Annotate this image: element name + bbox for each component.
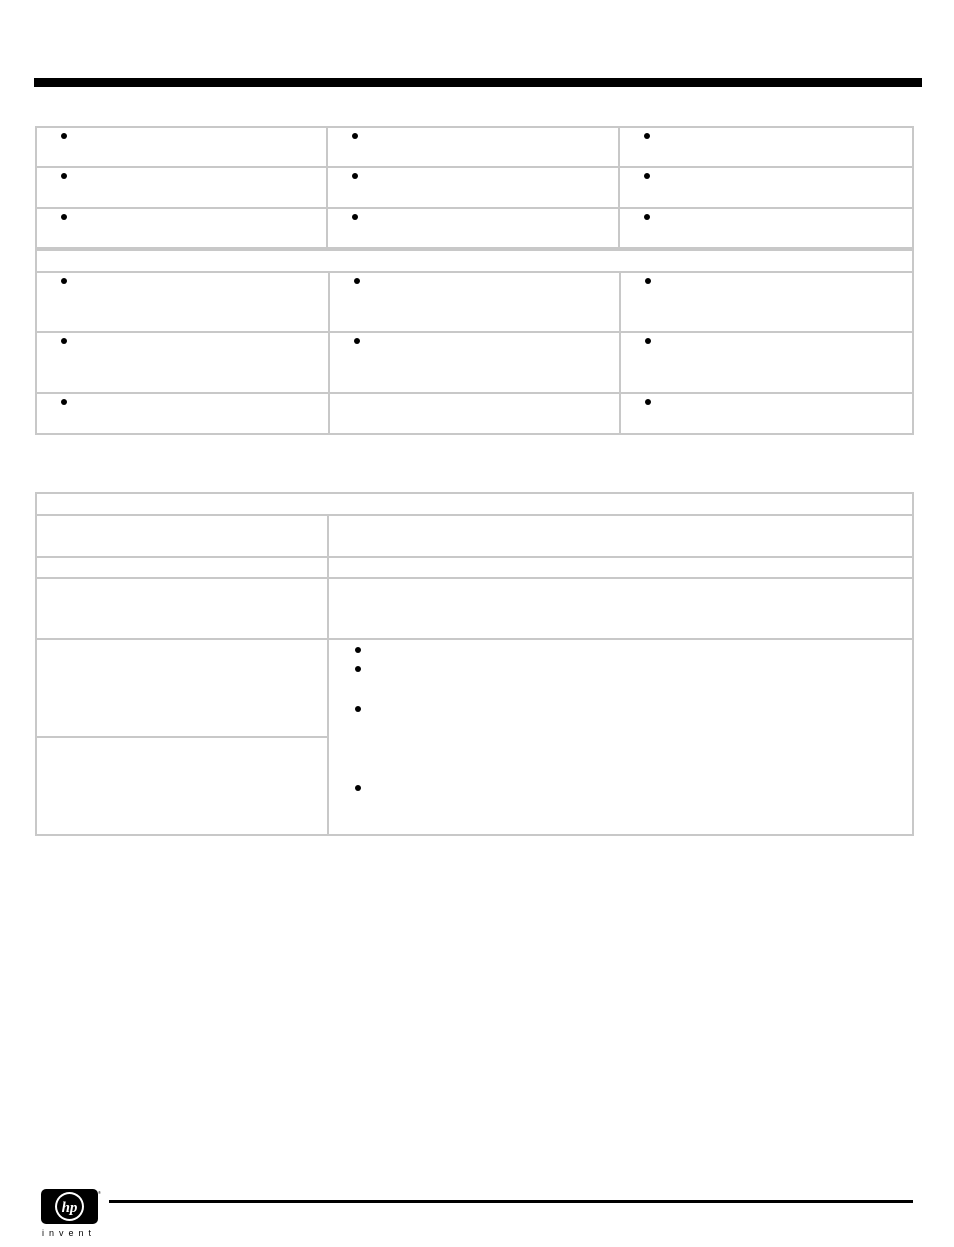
table-cell [36, 737, 328, 835]
table-cell [619, 167, 913, 208]
bullet-icon [352, 214, 358, 220]
spec-table-3 [35, 492, 914, 836]
table-cell [619, 208, 913, 248]
table-row [36, 127, 913, 167]
footer-rule [109, 1200, 913, 1203]
table-cell [327, 208, 619, 248]
table-row [36, 557, 913, 578]
table-row [36, 393, 913, 434]
table-cell [620, 393, 913, 434]
table-cell [328, 557, 913, 578]
table-caption-row [36, 493, 913, 515]
bullet-icon [352, 133, 358, 139]
table-cell [329, 272, 620, 332]
table-cell [329, 393, 620, 434]
bullet-icon [644, 214, 650, 220]
table-cell [328, 578, 913, 639]
table-row [36, 578, 913, 639]
bullet-icon [352, 173, 358, 179]
table-cell [327, 167, 619, 208]
table-cell [36, 167, 327, 208]
spec-table-2 [35, 249, 914, 435]
table-caption-cell [36, 493, 913, 515]
table-cell [36, 515, 328, 557]
bullet-icon [354, 278, 360, 284]
svg-text:®: ® [98, 1190, 101, 1195]
bullet-icon [644, 173, 650, 179]
svg-text:hp: hp [61, 1200, 78, 1216]
bullet-icon [645, 399, 651, 405]
table-row [36, 167, 913, 208]
spec-table-1 [35, 126, 914, 249]
table-caption-row [36, 250, 913, 272]
table-row [36, 272, 913, 332]
table-cell [619, 127, 913, 167]
bullet-icon [645, 278, 651, 284]
table-cell-bullets [328, 639, 913, 835]
table-cell [327, 127, 619, 167]
bullet-icon [355, 666, 361, 672]
bullet-icon [354, 338, 360, 344]
bullet-icon [355, 706, 361, 712]
bullet-icon [61, 399, 67, 405]
bullet-icon [61, 214, 67, 220]
table-cell [36, 332, 329, 393]
bullet-icon [61, 278, 67, 284]
logo-tagline: invent [42, 1228, 97, 1238]
table-cell [36, 127, 327, 167]
table-cell [36, 557, 328, 578]
table-row [36, 332, 913, 393]
table-cell [36, 208, 327, 248]
bullet-icon [61, 173, 67, 179]
table-cell [620, 272, 913, 332]
table-cell [620, 332, 913, 393]
table-cell [36, 639, 328, 737]
table-cell [36, 393, 329, 434]
bullet-icon [644, 133, 650, 139]
table-caption-cell [36, 250, 913, 272]
bullet-icon [61, 338, 67, 344]
table-cell [36, 578, 328, 639]
bullet-icon [645, 338, 651, 344]
table-cell [328, 515, 913, 557]
bullet-icon [355, 647, 361, 653]
bullet-icon [355, 785, 361, 791]
table-row [36, 639, 913, 737]
bullet-icon [61, 133, 67, 139]
table-cell [329, 332, 620, 393]
table-row [36, 208, 913, 248]
header-rule [34, 78, 922, 87]
table-cell [36, 272, 329, 332]
hp-logo-icon [40, 1188, 100, 1238]
table-row [36, 515, 913, 557]
